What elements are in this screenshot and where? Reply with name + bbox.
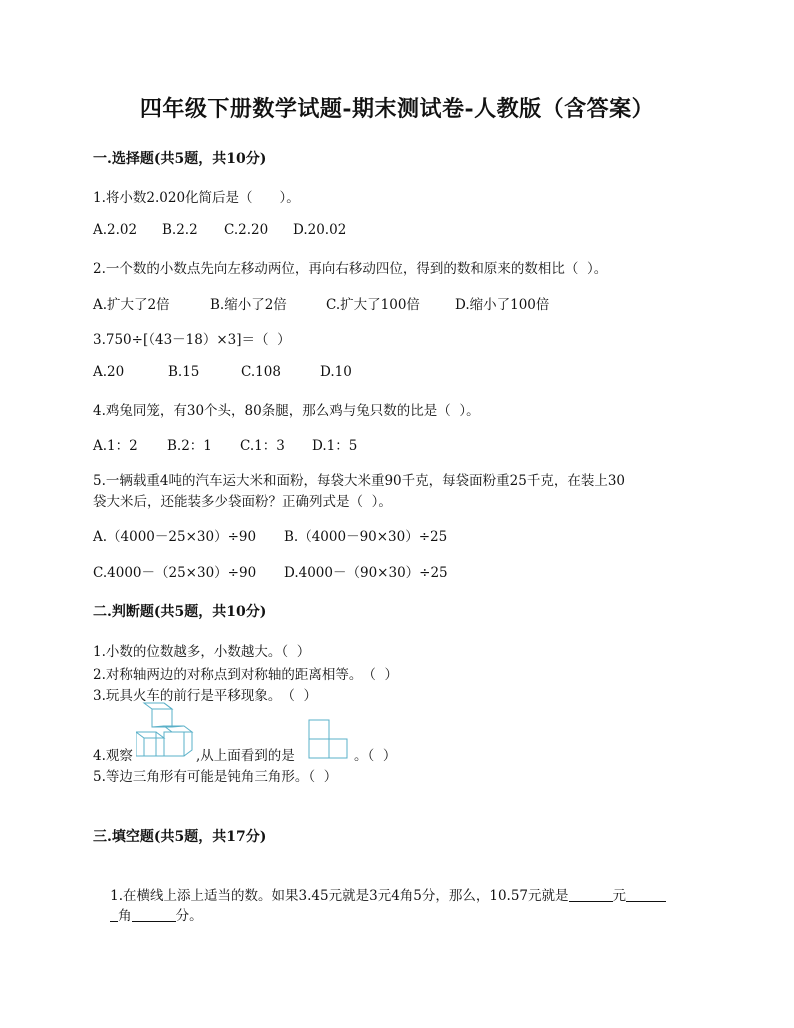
option-b: B.2：1: [167, 438, 212, 454]
option-b: B.缩小了2倍: [210, 297, 287, 313]
question-stem: 2.一个数的小数点先向左移动两位，再向右移动四位，得到的数和原来的数相比（ ）。: [93, 261, 608, 277]
question-stem-line2: 袋大米后，还能装多少袋面粉？正确列式是（ ）。: [93, 494, 392, 510]
option-d: D.1：5: [312, 438, 358, 454]
section-heading-choice: 一.选择题(共5题，共10分): [93, 151, 267, 167]
option-b: B.（4000－90×30）÷25: [284, 529, 448, 545]
option-a: A.扩大了2倍: [93, 297, 170, 313]
option-c: C.1：3: [240, 438, 285, 454]
answer-blank[interactable]: [132, 907, 176, 922]
statement-part: 。（ ）: [354, 748, 397, 764]
question-stem: 4.鸡兔同笼，有30个头，80条腿，那么鸡与兔只数的比是（ ）。: [93, 403, 480, 419]
answer-blank[interactable]: [569, 887, 613, 902]
statement: 5.等边三角形有可能是钝角三角形。（ ）: [93, 769, 338, 785]
statement-part: 4.观察: [93, 748, 133, 764]
fill-question-line2: [93, 888, 203, 940]
statement-part: ,从上面看到的是: [196, 748, 295, 764]
option-c: C.扩大了100倍: [326, 297, 420, 313]
option-b: B.2.2: [162, 222, 198, 238]
section-heading-fill: 三.填空题(共5题，共17分): [93, 829, 267, 845]
statement: 3.玩具火车的前行是平移现象。 （ ）: [93, 688, 317, 704]
statement: 1.小数的位数越多，小数越大。（ ）: [93, 644, 311, 660]
question-stem: 3.750÷[（43－18）×3]＝（ ）: [93, 332, 291, 348]
option-d: D.20.02: [293, 222, 347, 238]
option-c: C.108: [241, 364, 281, 380]
question-stem: 1.将小数2.020化简后是（ ）。: [93, 190, 300, 206]
option-c: C.2.20: [224, 222, 269, 238]
section-heading-judgement: 二.判断题(共5题，共10分): [93, 604, 267, 620]
option-d: D.4000－（90×30）÷25: [284, 565, 448, 581]
unit-label: 分。: [175, 908, 203, 924]
statement: 2.对称轴两边的对称点到对称轴的距离相等。 （ ）: [93, 667, 398, 683]
unit-label: 元: [612, 888, 627, 904]
top-view-figure: [307, 719, 349, 759]
answer-blank[interactable]: [626, 887, 666, 902]
fill-question-text: 1.在横线上添上适当的数。如果3.45元就是3元4角5分，那么，10.57元就是: [110, 888, 569, 904]
unit-label: 角: [118, 908, 132, 924]
option-b: B.15: [168, 364, 200, 380]
option-d: D.10: [320, 364, 352, 380]
option-d: D.缩小了100倍: [455, 297, 550, 313]
option-a: A.20: [93, 364, 125, 380]
option-a: A.1：2: [93, 438, 138, 454]
option-a: A.2.02: [93, 222, 138, 238]
cube-stack-figure: [136, 702, 194, 758]
answer-blank[interactable]: [110, 907, 118, 922]
question-stem-line1: 5.一辆载重4吨的汽车运大米和面粉，每袋大米重90千克，每袋面粉重25千克，在装上30: [93, 473, 626, 489]
option-c: C.4000－（25×30）÷90: [93, 565, 257, 581]
page-title: 四年级下册数学试题-期末测试卷-人教版（含答案）: [139, 96, 655, 122]
option-a: A.（4000－25×30）÷90: [93, 529, 257, 545]
